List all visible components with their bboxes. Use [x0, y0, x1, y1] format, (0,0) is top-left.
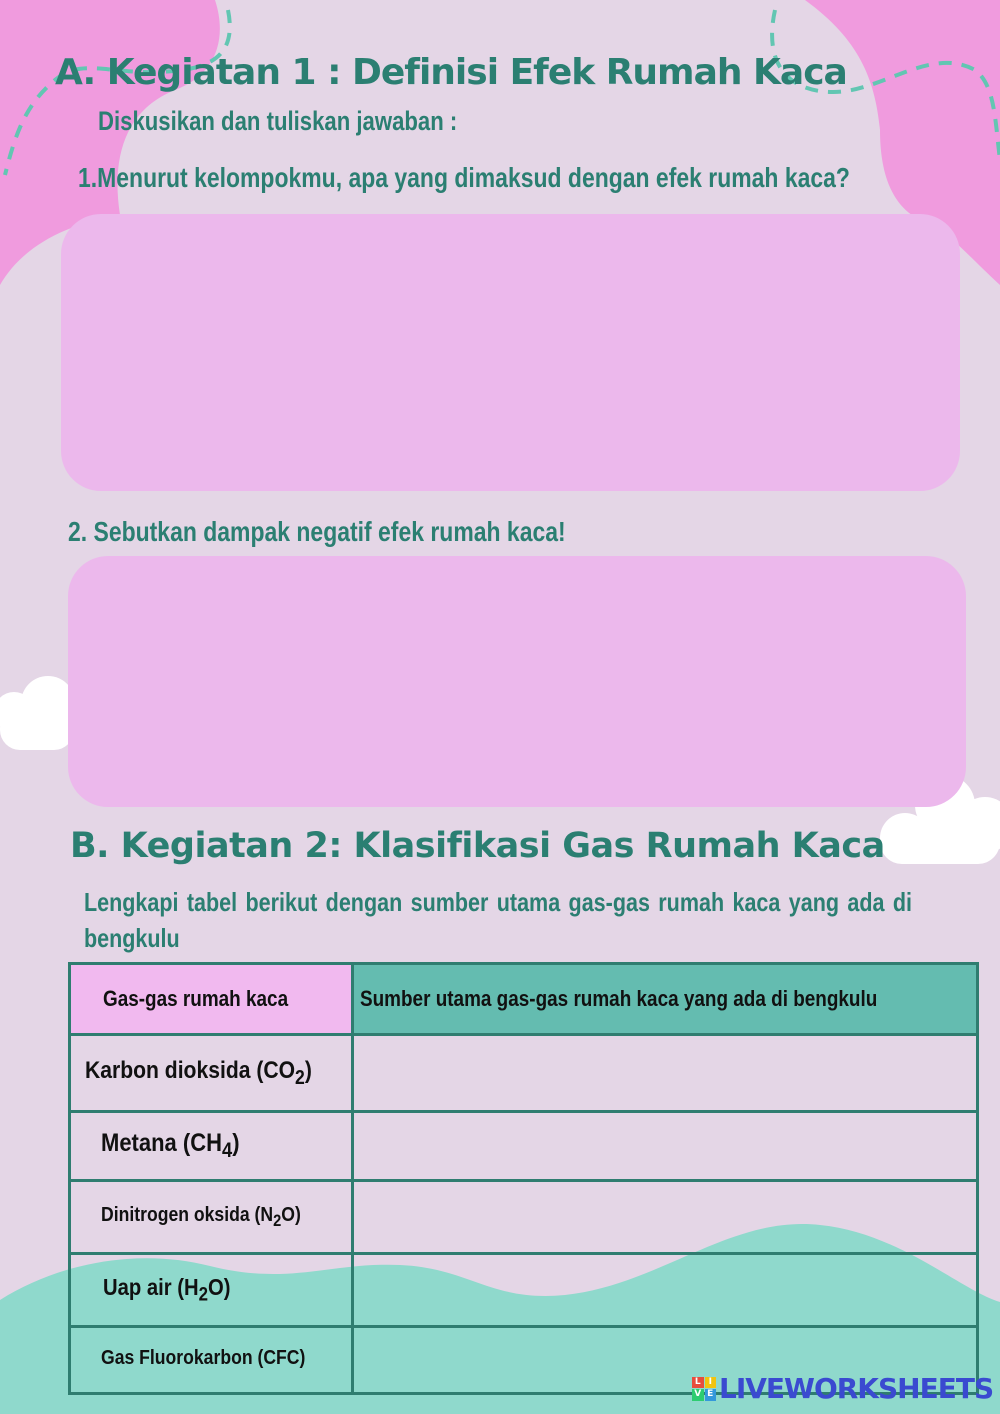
table-row — [70, 1112, 978, 1181]
source-cell — [353, 1181, 978, 1254]
table-row — [70, 1035, 978, 1112]
header-gas-label: Gas-gas rumah kaca — [103, 986, 289, 1011]
gas-name: Dinitrogen oksida $(N_2O)$ — [101, 1203, 301, 1230]
gas-name-cell — [70, 1112, 353, 1181]
header-gas — [70, 964, 353, 1035]
source-input-co2[interactable] — [354, 1036, 976, 1110]
liveworksheets-logo[interactable] — [692, 1372, 993, 1405]
source-cell — [353, 1035, 978, 1112]
header-source-label: Sumber utama gas-gas rumah kaca yang ada di bengkulu — [360, 986, 878, 1011]
source-input-h2o[interactable] — [354, 1255, 976, 1325]
section-b-instruction: Lengkapi tabel berikut dengan sumber utama gas-gas rumah kaca yang ada di bengkulu — [84, 887, 912, 953]
question-2: 2. Sebutkan dampak negatif efek rumah kaca! — [68, 516, 566, 547]
table-row — [70, 1181, 978, 1254]
gas-name: Metana $(CH_4)$ — [101, 1129, 240, 1162]
gas-name-cell — [70, 1327, 353, 1394]
gas-name: Uap air $(H_2O)$ — [103, 1273, 231, 1306]
source-cell — [353, 1112, 978, 1181]
liveworksheets-icon: L I V E — [692, 1377, 716, 1401]
gas-name: Gas Fluorokarbon (CFC) — [101, 1346, 306, 1369]
table-header-row — [70, 964, 978, 1035]
cloud-left — [0, 676, 75, 750]
source-cell — [353, 1254, 978, 1327]
table-row — [70, 1254, 978, 1327]
gas-name-cell — [70, 1035, 353, 1112]
answer-box-1[interactable] — [61, 214, 960, 491]
answer-box-2[interactable] — [68, 556, 966, 807]
question-1: 1.Menurut kelompokmu, apa yang dimaksud dengan efek rumah kaca? — [78, 162, 850, 193]
gas-name-cell — [70, 1181, 353, 1254]
source-input-ch4[interactable] — [354, 1113, 976, 1179]
gas-name: Karbon dioksida $(CO_2)$ — [85, 1056, 312, 1089]
section-a-title: A. Kegiatan 1 : Definisi Efek Rumah Kaca — [55, 52, 847, 93]
source-input-n2o[interactable] — [354, 1182, 976, 1252]
section-b-title: B. Kegiatan 2: Klasifikasi Gas Rumah Kaca — [70, 826, 885, 866]
gas-table — [68, 962, 979, 1395]
section-a-instruction: Diskusikan dan tuliskan jawaban : — [98, 106, 458, 136]
header-source — [353, 964, 978, 1035]
gas-name-cell — [70, 1254, 353, 1327]
brand-name: LIVEWORKSHEETS — [719, 1372, 994, 1405]
